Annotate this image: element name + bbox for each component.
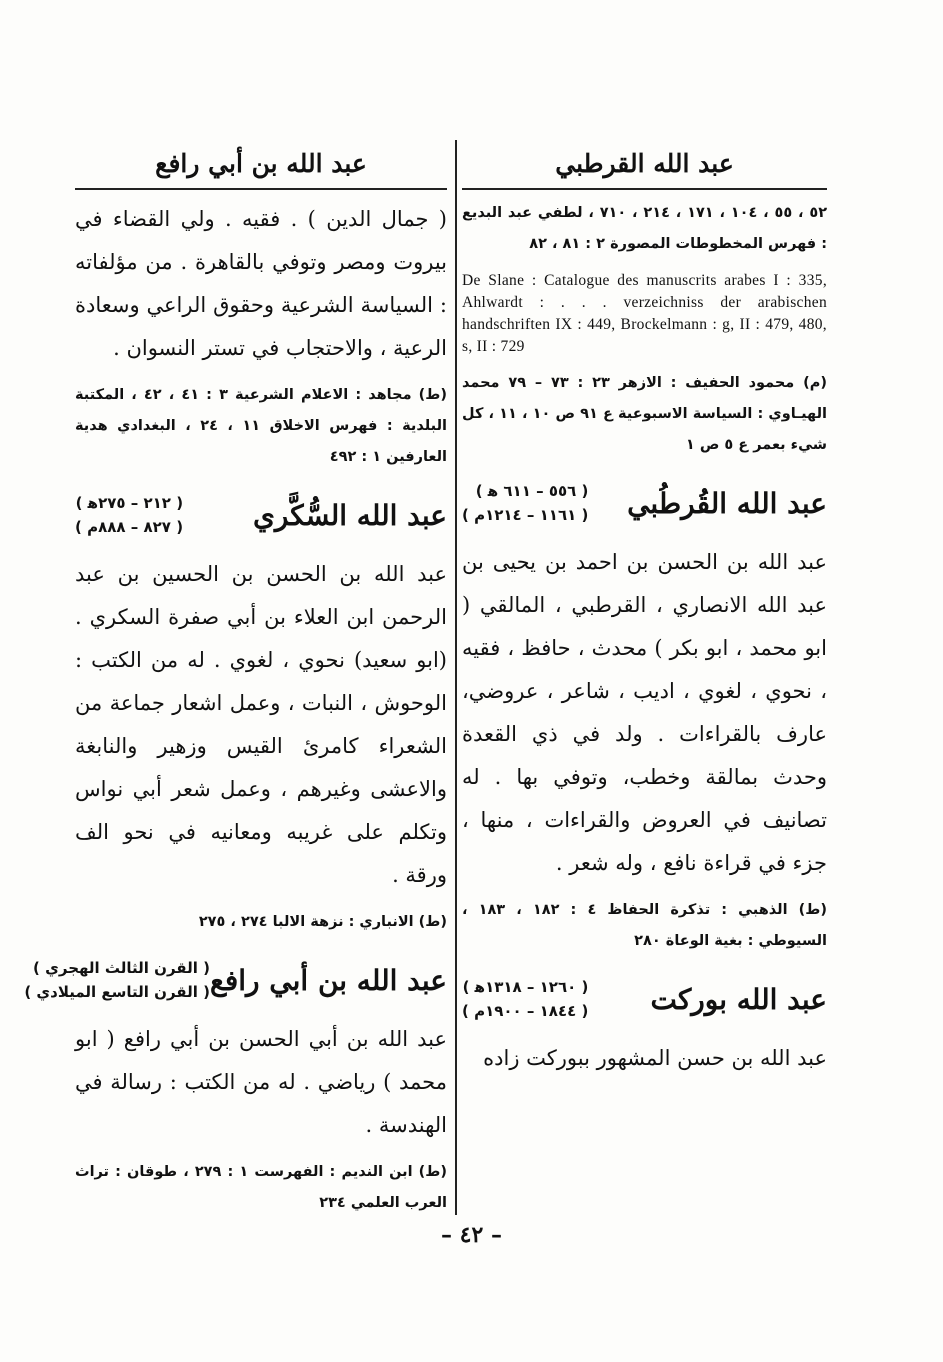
column-divider bbox=[455, 140, 457, 1215]
entry-body: عبد الله بن حسن المشهور ببوركت زاده bbox=[483, 1046, 827, 1070]
entry-heading bbox=[462, 479, 827, 527]
page-number: – ٤٢ – bbox=[441, 1222, 502, 1248]
entry-dates bbox=[75, 491, 183, 539]
right-column bbox=[462, 140, 827, 1090]
entry-references: (ط) ابن النديم : الفهرست ١ : ٢٧٩ ، طوقان : تراث العرب العلمي ٢٣٤ bbox=[75, 1164, 447, 1211]
header-rule bbox=[462, 188, 827, 190]
entry-heading bbox=[24, 956, 447, 1004]
entry-references: (ط) مجاهد : الاعلام الشرعية ٣ : ٤١ ، ٤٢ ، المكتبة البلدية : فهرس الاخلاق ١١ ، ٢٤ ، البغدادي هدية العارفين ١ : ٤٩٢ bbox=[75, 387, 447, 465]
column-header-right: عبد الله القرطبي bbox=[555, 149, 734, 178]
entry-references: (ط) الانباري : نزهة الالبا ٢٧٤ ، ٢٧٥ bbox=[198, 914, 447, 930]
date-hijri: ( ٥٥٦ – ٦١١ ﻫ ) bbox=[475, 482, 589, 500]
entry-name: عبد الله السُّكَّري bbox=[252, 498, 447, 532]
entry-body: عبد الله بن الحسن بن احمد بن يحيى بن عبد الله الانصاري ، القرطبي ، المالقي ( ابو محمد ، ابو بكر ) محدث ، حافظ ، فقيه ، نحوي ، لغوي ، اديب ، شاعر ، عروضي، عارف بالقراءات . ولد في ذي القعدة وحدث بمالقة وخطب، وتوفي بها . له تصانيف في العروض والقراءات ، منها ، جزء في قراءة نافع ، وله شعر . bbox=[462, 550, 827, 875]
entry-heading bbox=[462, 975, 827, 1023]
latin-reference: De Slane : Catalogue des manuscrits arabes I : 335, Ahlwardt : . . . verzeichniss der arabischen handschriften IX : 449, Brockelmann : g, II : 479, 480, s, II : 729 bbox=[462, 272, 827, 355]
date-hijri: ( ٢١٢ – ٢٧٥ﻫ ) bbox=[75, 494, 184, 512]
date-gregorian: ( القرن التاسع الميلادي ) bbox=[24, 983, 210, 1001]
header-rule bbox=[75, 188, 447, 190]
entry-dates bbox=[24, 956, 210, 1004]
date-hijri: ( ١٢٦٠ – ١٣١٨ﻫ ) bbox=[462, 978, 589, 996]
date-gregorian: ( ٨٢٧ – ٨٨٨م ) bbox=[75, 518, 184, 536]
date-gregorian: ( ١٨٤٤ – ١٩٠٠م ) bbox=[462, 1002, 589, 1020]
left-column bbox=[24, 140, 447, 1229]
entry-name: عبد الله بن أبي رافع bbox=[209, 963, 447, 997]
reference-text: ٥٢ ، ٥٥ ، ١٠٤ ، ١٧١ ، ٢١٤ ، ٧١٠ ، لطفي عبد البديع : فهرس المخطوطات المصورة ٢ : ٨١ ، ٨٢ bbox=[462, 205, 828, 252]
entry-body: عبد الله بن الحسن بن الحسين بن عبد الرحمن ابن العلاء بن أبي صفرة السكري . (ابو سعيد) نحوي ، لغوي . له من الكتب : الوحوش ، النبات ، وعمل اشعار جماعة من الشعراء كامرئ القيس وزهير والنابغة والاعشى وغيرهم ، وعمل شعر أبي نواس وتكلم على غريبه ومعانيه في نحو الف ورقة . bbox=[75, 562, 447, 887]
entry-references: (ط) الذهبي : تذكرة الحفاظ ٤ : ١٨٢ ، ١٨٣ ، السيوطي : بغية الوعاة ٢٨٠ bbox=[462, 902, 827, 949]
entry-dates bbox=[462, 975, 588, 1023]
entry-heading bbox=[75, 491, 447, 539]
entry-body: عبد الله بن أبي الحسن بن أبي رافع ( ابو محمد ) رياضي . له من الكتب : رسالة في الهندسة . bbox=[75, 1027, 447, 1137]
entry-name: عبد الله القُرطُبي bbox=[627, 486, 827, 520]
reference-text: (م) محمود الحفيف : الازهر ٢٣ : ٧٣ – ٧٩ محمد الهيـاوي : السياسة الاسبوعية ع ٩١ ص ١٠ ، ١١ ، كل شيء بعمر ع ٥ ص ١ bbox=[462, 375, 828, 453]
entry-dates bbox=[462, 479, 588, 527]
date-hijri: ( القرن الثالث الهجري ) bbox=[33, 959, 210, 977]
date-gregorian: ( ١١٦١ – ١٢١٤م ) bbox=[462, 506, 589, 524]
column-header-left: عبد الله بن أبي رافع bbox=[155, 149, 367, 178]
entry-body: ( جمال الدين ) . فقيه . ولي القضاء في بيروت ومصر وتوفي بالقاهرة . من مؤلفاته : السياسة الشرعية وحقوق الراعي وسعادة الرعية ، والاحتجاب في تستر النسوان . bbox=[75, 207, 447, 360]
entry-name: عبد الله بوركت bbox=[650, 982, 827, 1016]
